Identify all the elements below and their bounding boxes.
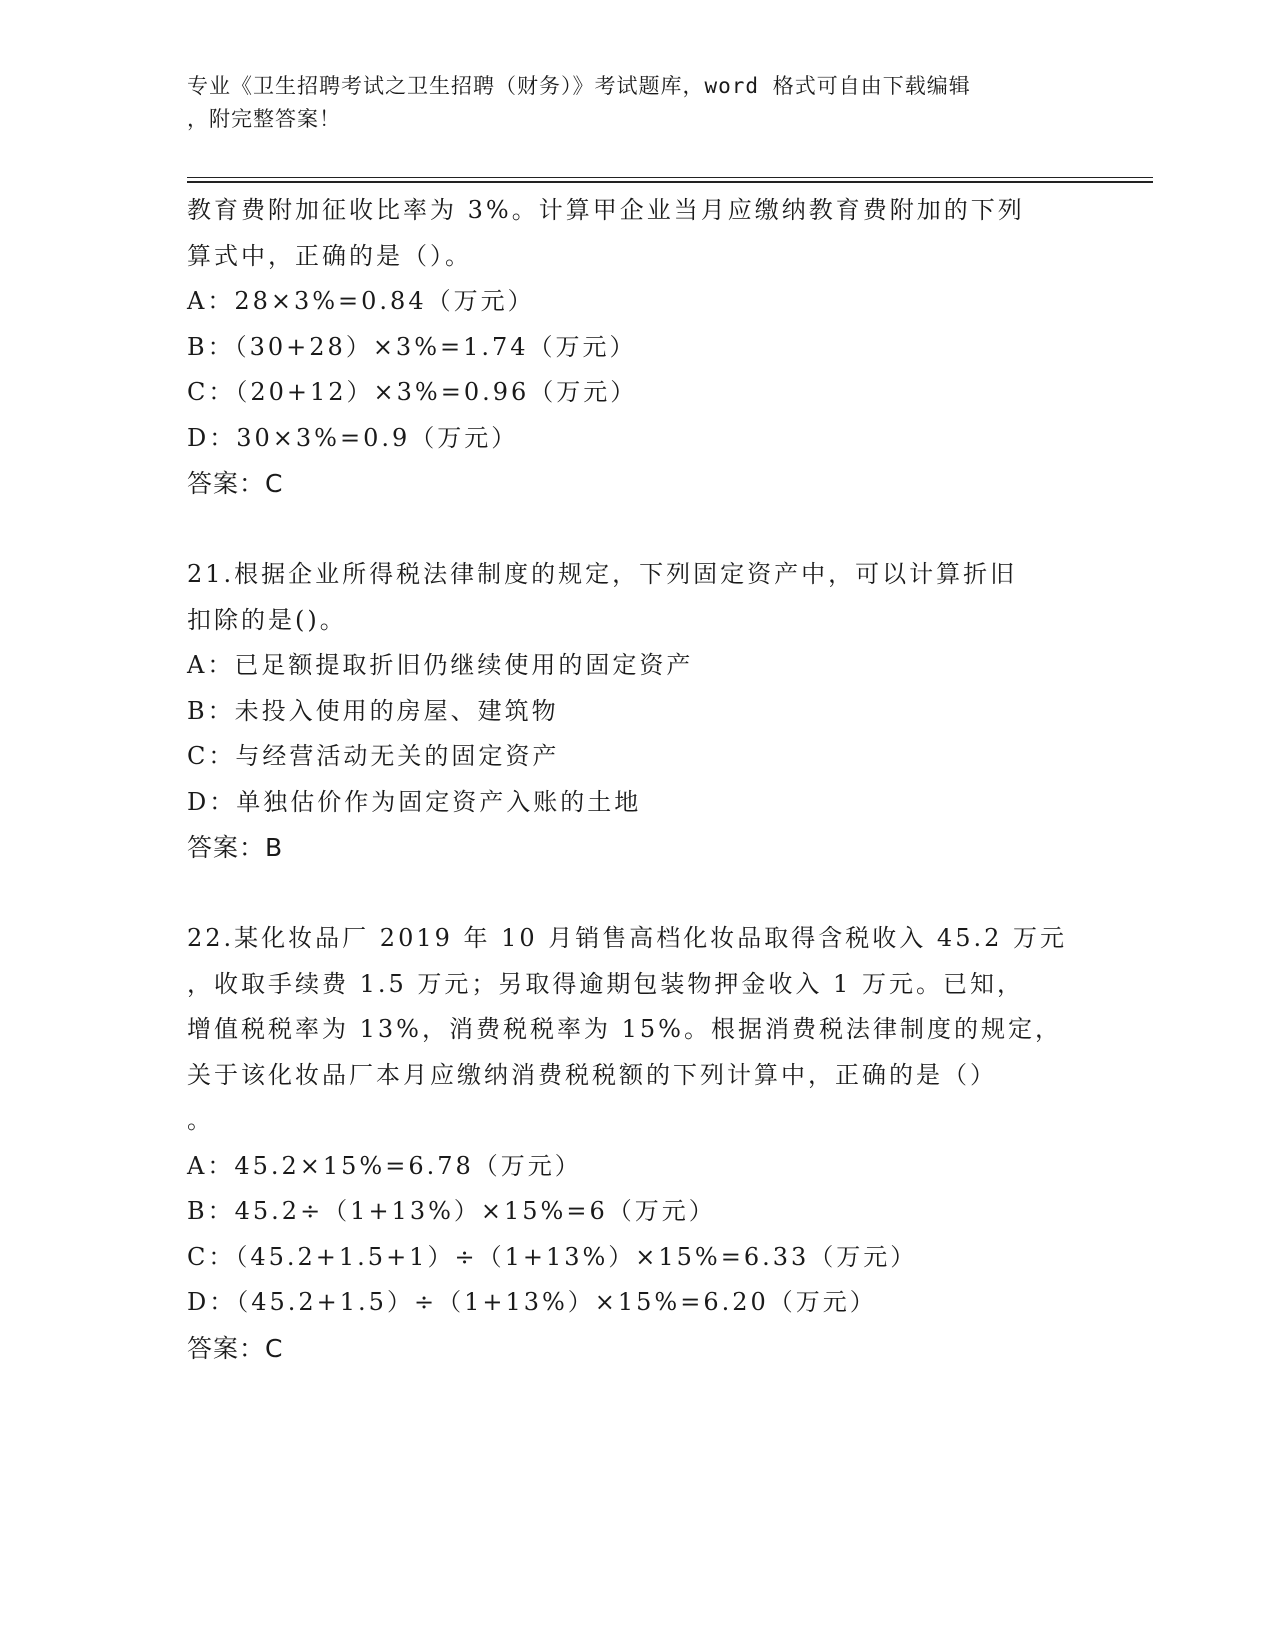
- option-c: C：（20+12）×3%=0.96（万元）: [187, 378, 638, 406]
- question-stem-line: ，收取手续费 1.5 万元；另取得逾期包装物押金收入 1 万元。已知，: [187, 969, 1024, 998]
- question-stem-line: 21.根据企业所得税法律制度的规定，下列固定资产中，可以计算折旧: [187, 560, 1018, 588]
- answer-line: 答案：C: [187, 469, 284, 498]
- option-d: D：（45.2+1.5）÷（1+13%）×15%=6.20（万元）: [187, 1288, 877, 1316]
- option-b: B：45.2÷（1+13%）×15%=6（万元）: [187, 1197, 716, 1225]
- option-b: B：（30+28）×3%=1.74（万元）: [187, 332, 637, 361]
- option-c: C：（45.2+1.5+1）÷（1+13%）×15%=6.33（万元）: [187, 1242, 918, 1271]
- question-20: [187, 188, 1087, 507]
- header-rule-thin: [187, 177, 1153, 178]
- option-a: A：45.2×15%=6.78（万元）: [187, 1151, 582, 1180]
- option-c: C：与经营活动无关的固定资产: [187, 742, 560, 770]
- question-spacer: [187, 871, 1087, 917]
- question-stem-line: 增值税税率为 13%，消费税税率为 15%。根据消费税法律制度的规定，: [187, 1015, 1062, 1043]
- document-body: [187, 188, 1087, 1371]
- option-a: A：已足额提取折旧仍继续使用的固定资产: [187, 651, 694, 679]
- answer-line: 答案：B: [187, 833, 284, 862]
- question-stem-line: 算式中，正确的是（）。: [187, 241, 472, 270]
- question-stem-line: 教育费附加征收比率为 3%。计算甲企业当月应缴纳教育费附加的下列: [187, 196, 1025, 224]
- question-spacer: [187, 507, 1087, 553]
- header-line-1: 专业《卫生招聘考试之卫生招聘（财务）》考试题库，word 格式可自由下载编辑: [187, 74, 971, 98]
- question-21: [187, 552, 1087, 871]
- question-22: [187, 916, 1087, 1371]
- answer-line: 答案：C: [187, 1333, 284, 1363]
- header-line-2: ，附完整答案！: [187, 107, 341, 131]
- header-rule-thick: [187, 181, 1153, 183]
- option-d: D：30×3%=0.9（万元）: [187, 423, 519, 452]
- option-d: D：单独估价作为固定资产入账的土地: [187, 787, 642, 816]
- option-b: B：未投入使用的房屋、建筑物: [187, 696, 559, 725]
- question-stem-line: 扣除的是()。: [187, 605, 347, 634]
- document-header: [187, 70, 1067, 136]
- question-stem-line: 。: [187, 1106, 214, 1134]
- question-stem-line: 关于该化妆品厂本月应缴纳消费税税额的下列计算中，正确的是（）: [187, 1060, 997, 1089]
- option-a: A：28×3%=0.84（万元）: [187, 287, 535, 315]
- question-stem-line: 22.某化妆品厂 2019 年 10 月销售高档化妆品取得含税收入 45.2 万元: [187, 924, 1067, 952]
